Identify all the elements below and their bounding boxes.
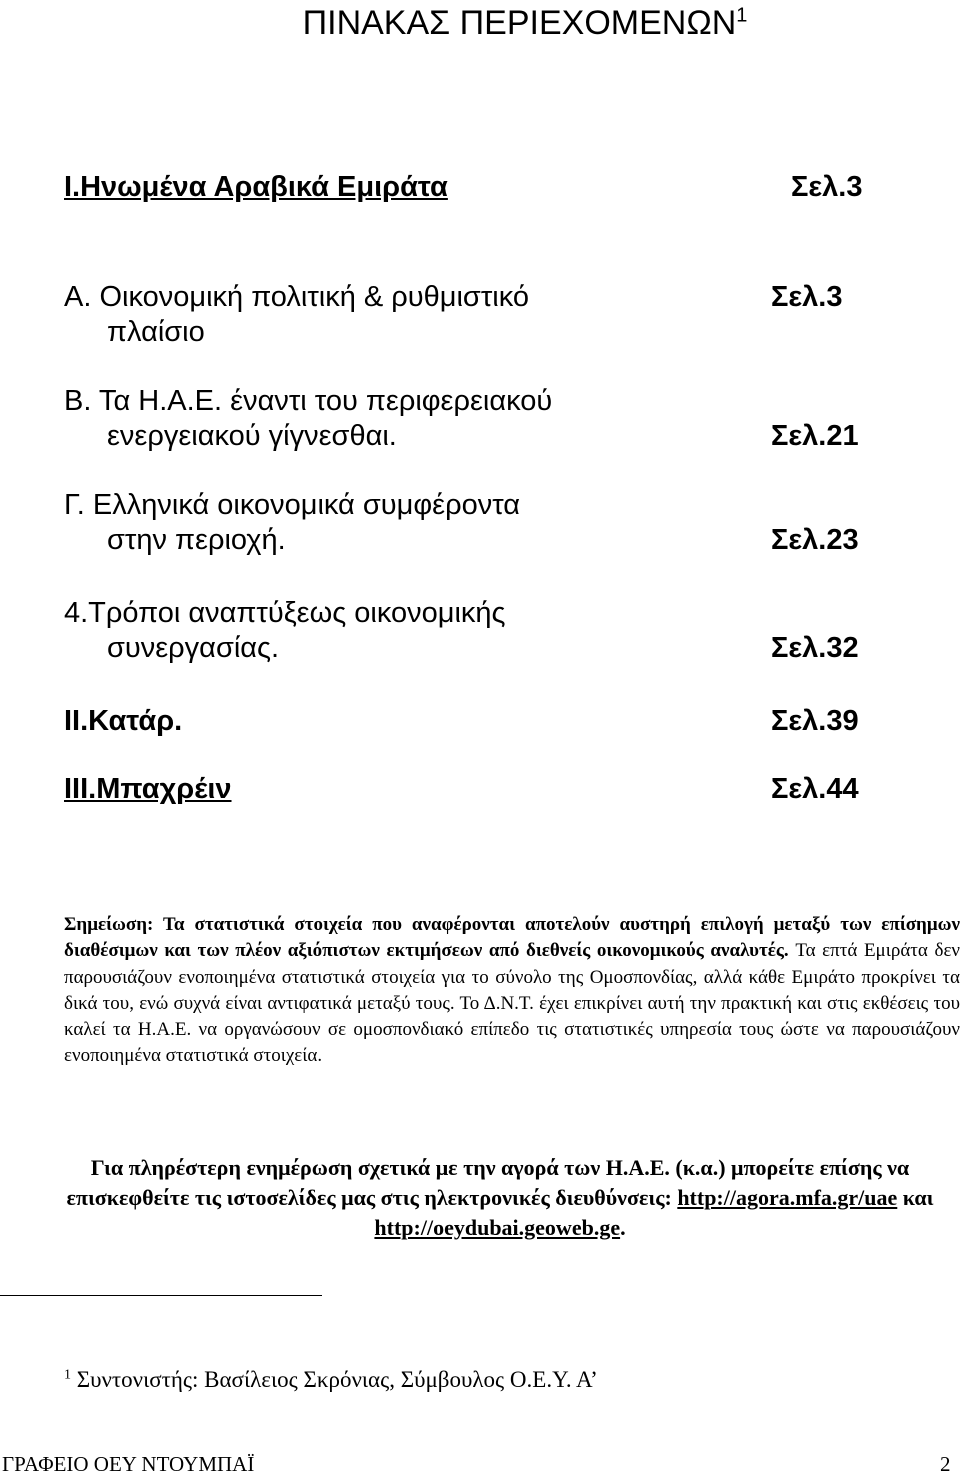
note-text: Τα επτά Εμιράτα δεν παρουσιάζουν ενοποιημένα στατιστικά στοιχεία για το σύνολο της Ομοσπονδίας, αλλά κάθε Εμιράτο προκρίνει τα δικά του, ενώ συχνά είναι αντιφατικά μεταξύ τους. Το Δ.Ν.Τ. έχει επικρίνει αυτή την πρακτική και στις εκθέσεις του καλεί τα Η.Α.Ε. να οργανώσουν σε ομοσπονδιακό επίπεδο τις στατιστικές υπηρεσία τους ώστε να παρουσιάζουν ενοποιημένα στατιστικά στοιχεία. <box>64 940 960 1067</box>
toc-section-bahrain: ΙΙΙ.Μπαχρέιν <box>64 773 232 805</box>
note-label: Σημείωση: <box>64 914 154 935</box>
note-text-bold: Τα στατιστικά στοιχεία που αναφέρονται αποτελούν αυστηρή επιλογή μεταξύ των επίσημων διαθέσιμων και των πλέον αξιόπιστων εκτιμήσεων από διεθνείς οικονομικούς αναλυτές. <box>64 914 960 962</box>
toc-page-uae: Σελ.3 <box>791 171 863 203</box>
info-connector: και <box>897 1185 934 1210</box>
info-text: Για πληρέστερη ενημέρωση σχετικά με την αγορά των Η.Α.Ε. (κ.α.) μπορείτε επίσης να επισκεφθείτε τις ιστοσελίδες μας στις ηλεκτρονικές διευθύνσεις: <box>66 1155 910 1210</box>
footer-office: ΓΡΑΦΕΙΟ ΟΕΥ ΝΤΟΥΜΠΑΪ <box>2 1452 255 1476</box>
toc-item-a-line2: πλαίσιο <box>107 316 205 348</box>
toc-item-b-line2: ενεργειακού γίγνεσθαι. <box>107 420 397 452</box>
toc-item-d-line2: συνεργασίας. <box>107 632 280 664</box>
footnote <box>64 1367 598 1393</box>
info-end: . <box>620 1215 626 1240</box>
toc-page-b: Σελ.21 <box>771 420 859 452</box>
toc-page-d: Σελ.32 <box>771 632 859 664</box>
toc-item-a-line1: Α. Οικονομική πολιτική & ρυθμιστικό <box>64 281 530 313</box>
toc-section-qatar: ΙΙ.Κατάρ. <box>64 705 183 737</box>
page-title: ΠΙΝΑΚΑΣ ΠΕΡΙΕΧΟΜΕΝΩΝ$^1$ <box>302 4 748 42</box>
footnote-number: 1 <box>64 1367 71 1383</box>
toc-page-qatar: Σελ.39 <box>771 705 859 737</box>
toc-page-bahrain: Σελ.44 <box>771 773 859 805</box>
agora-link[interactable]: http://agora.mfa.gr/uae <box>677 1185 898 1210</box>
info-paragraph <box>40 1153 960 1243</box>
footnote-divider <box>0 1295 322 1296</box>
oeydubai-link[interactable]: http://oeydubai.geoweb.ge <box>374 1215 621 1240</box>
footnote-reference: 1 <box>736 4 748 27</box>
toc-section-uae: Ι.Ηνωμένα Αραβικά Εμιράτα <box>64 171 448 203</box>
toc-page-a: Σελ.3 <box>771 281 843 313</box>
footnote-text: Συντονιστής: Βασίλειος Σκρόνιας, Σύμβουλος Ο.Ε.Υ. Α’ <box>76 1367 598 1392</box>
toc-page-c: Σελ.23 <box>771 524 859 556</box>
toc-item-c-line2: στην περιοχή. <box>107 524 286 556</box>
toc-item-b-line1: Β. Τα Η.Α.Ε. έναντι του περιφερειακού <box>64 385 553 417</box>
page-number: 2 <box>940 1452 951 1476</box>
statistics-note <box>64 912 960 1070</box>
toc-item-c-line1: Γ. Ελληνικά οικονομικά συμφέροντα <box>64 489 521 521</box>
toc-item-d-line1: 4.Τρόποι αναπτύξεως οικονομικής <box>64 597 506 629</box>
